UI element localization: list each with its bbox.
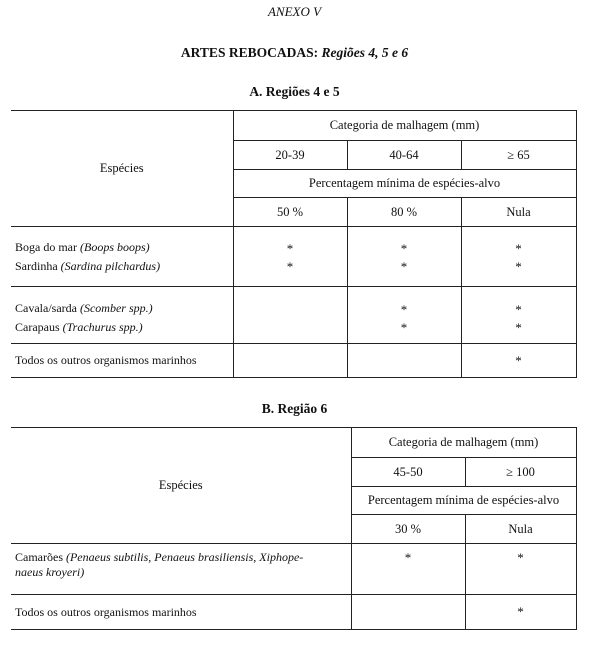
pct-header-a: Percentagem mínima de espécies-alvo xyxy=(233,170,576,198)
species-name: Todos os outros organismos marinhos xyxy=(11,344,233,378)
mark-cell: * xyxy=(233,227,347,257)
table-region-6 xyxy=(11,427,577,630)
species-name: Sardinha (Sardina pilchardus) xyxy=(11,257,233,287)
mark-cell xyxy=(233,287,347,318)
main-title-bold: ARTES REBOCADAS: xyxy=(180,45,319,60)
pct-value-a-2: Nula xyxy=(461,198,576,227)
mark-cell: * xyxy=(465,544,576,595)
species-name: Camarões (Penaeus subtilis, Penaeus brasiliensis, Xiphope- naeus kroyeri) xyxy=(11,544,351,595)
mark-cell: * xyxy=(461,287,576,318)
mesh-size-a-0: 20-39 xyxy=(233,141,347,170)
table-row xyxy=(11,287,576,318)
pct-value-a-1: 80 % xyxy=(347,198,461,227)
mark-cell xyxy=(233,318,347,344)
mark-cell: * xyxy=(233,257,347,287)
mesh-size-b-1: ≥ 100 xyxy=(465,458,576,487)
mesh-header-a: Categoria de malhagem (mm) xyxy=(233,111,576,141)
pct-value-b-1: Nula xyxy=(465,515,576,544)
mark-cell: * xyxy=(347,227,461,257)
table-regions-4-5 xyxy=(11,110,577,378)
main-title-italic: Regiões 4, 5 e 6 xyxy=(321,45,409,60)
mark-cell: * xyxy=(461,318,576,344)
annex-title: ANEXO V xyxy=(267,4,322,19)
table-row xyxy=(11,227,576,257)
species-name: Todos os outros organismos marinhos xyxy=(11,595,351,630)
mesh-size-b-0: 45-50 xyxy=(351,458,465,487)
table-row xyxy=(11,595,576,630)
mark-cell: * xyxy=(461,257,576,287)
mesh-size-a-2: ≥ 65 xyxy=(461,141,576,170)
table-row xyxy=(11,318,576,344)
section-b-title: B. Região 6 xyxy=(261,401,328,416)
species-name: Carapaus (Trachurus spp.) xyxy=(11,318,233,344)
table-row xyxy=(11,544,576,595)
species-header-a: Espécies xyxy=(11,111,233,227)
pct-header-b: Percentagem mínima de espécies-alvo xyxy=(351,487,576,515)
mesh-size-a-1: 40-64 xyxy=(347,141,461,170)
mark-cell: * xyxy=(347,318,461,344)
species-name: Cavala/sarda (Scomber spp.) xyxy=(11,287,233,318)
mark-cell: * xyxy=(347,257,461,287)
mark-cell xyxy=(351,595,465,630)
species-header-b: Espécies xyxy=(11,428,351,544)
pct-value-a-0: 50 % xyxy=(233,198,347,227)
mark-cell xyxy=(233,344,347,378)
mark-cell: * xyxy=(351,544,465,595)
mesh-header-b: Categoria de malhagem (mm) xyxy=(351,428,576,458)
table-row xyxy=(11,257,576,287)
species-name: Boga do mar (Boops boops) xyxy=(11,227,233,257)
main-title xyxy=(0,45,589,61)
mark-cell: * xyxy=(347,287,461,318)
section-a-title: A. Regiões 4 e 5 xyxy=(249,84,340,99)
mark-cell: * xyxy=(465,595,576,630)
pct-value-b-0: 30 % xyxy=(351,515,465,544)
table-row xyxy=(11,344,576,378)
mark-cell xyxy=(347,344,461,378)
mark-cell: * xyxy=(461,344,576,378)
mark-cell: * xyxy=(461,227,576,257)
